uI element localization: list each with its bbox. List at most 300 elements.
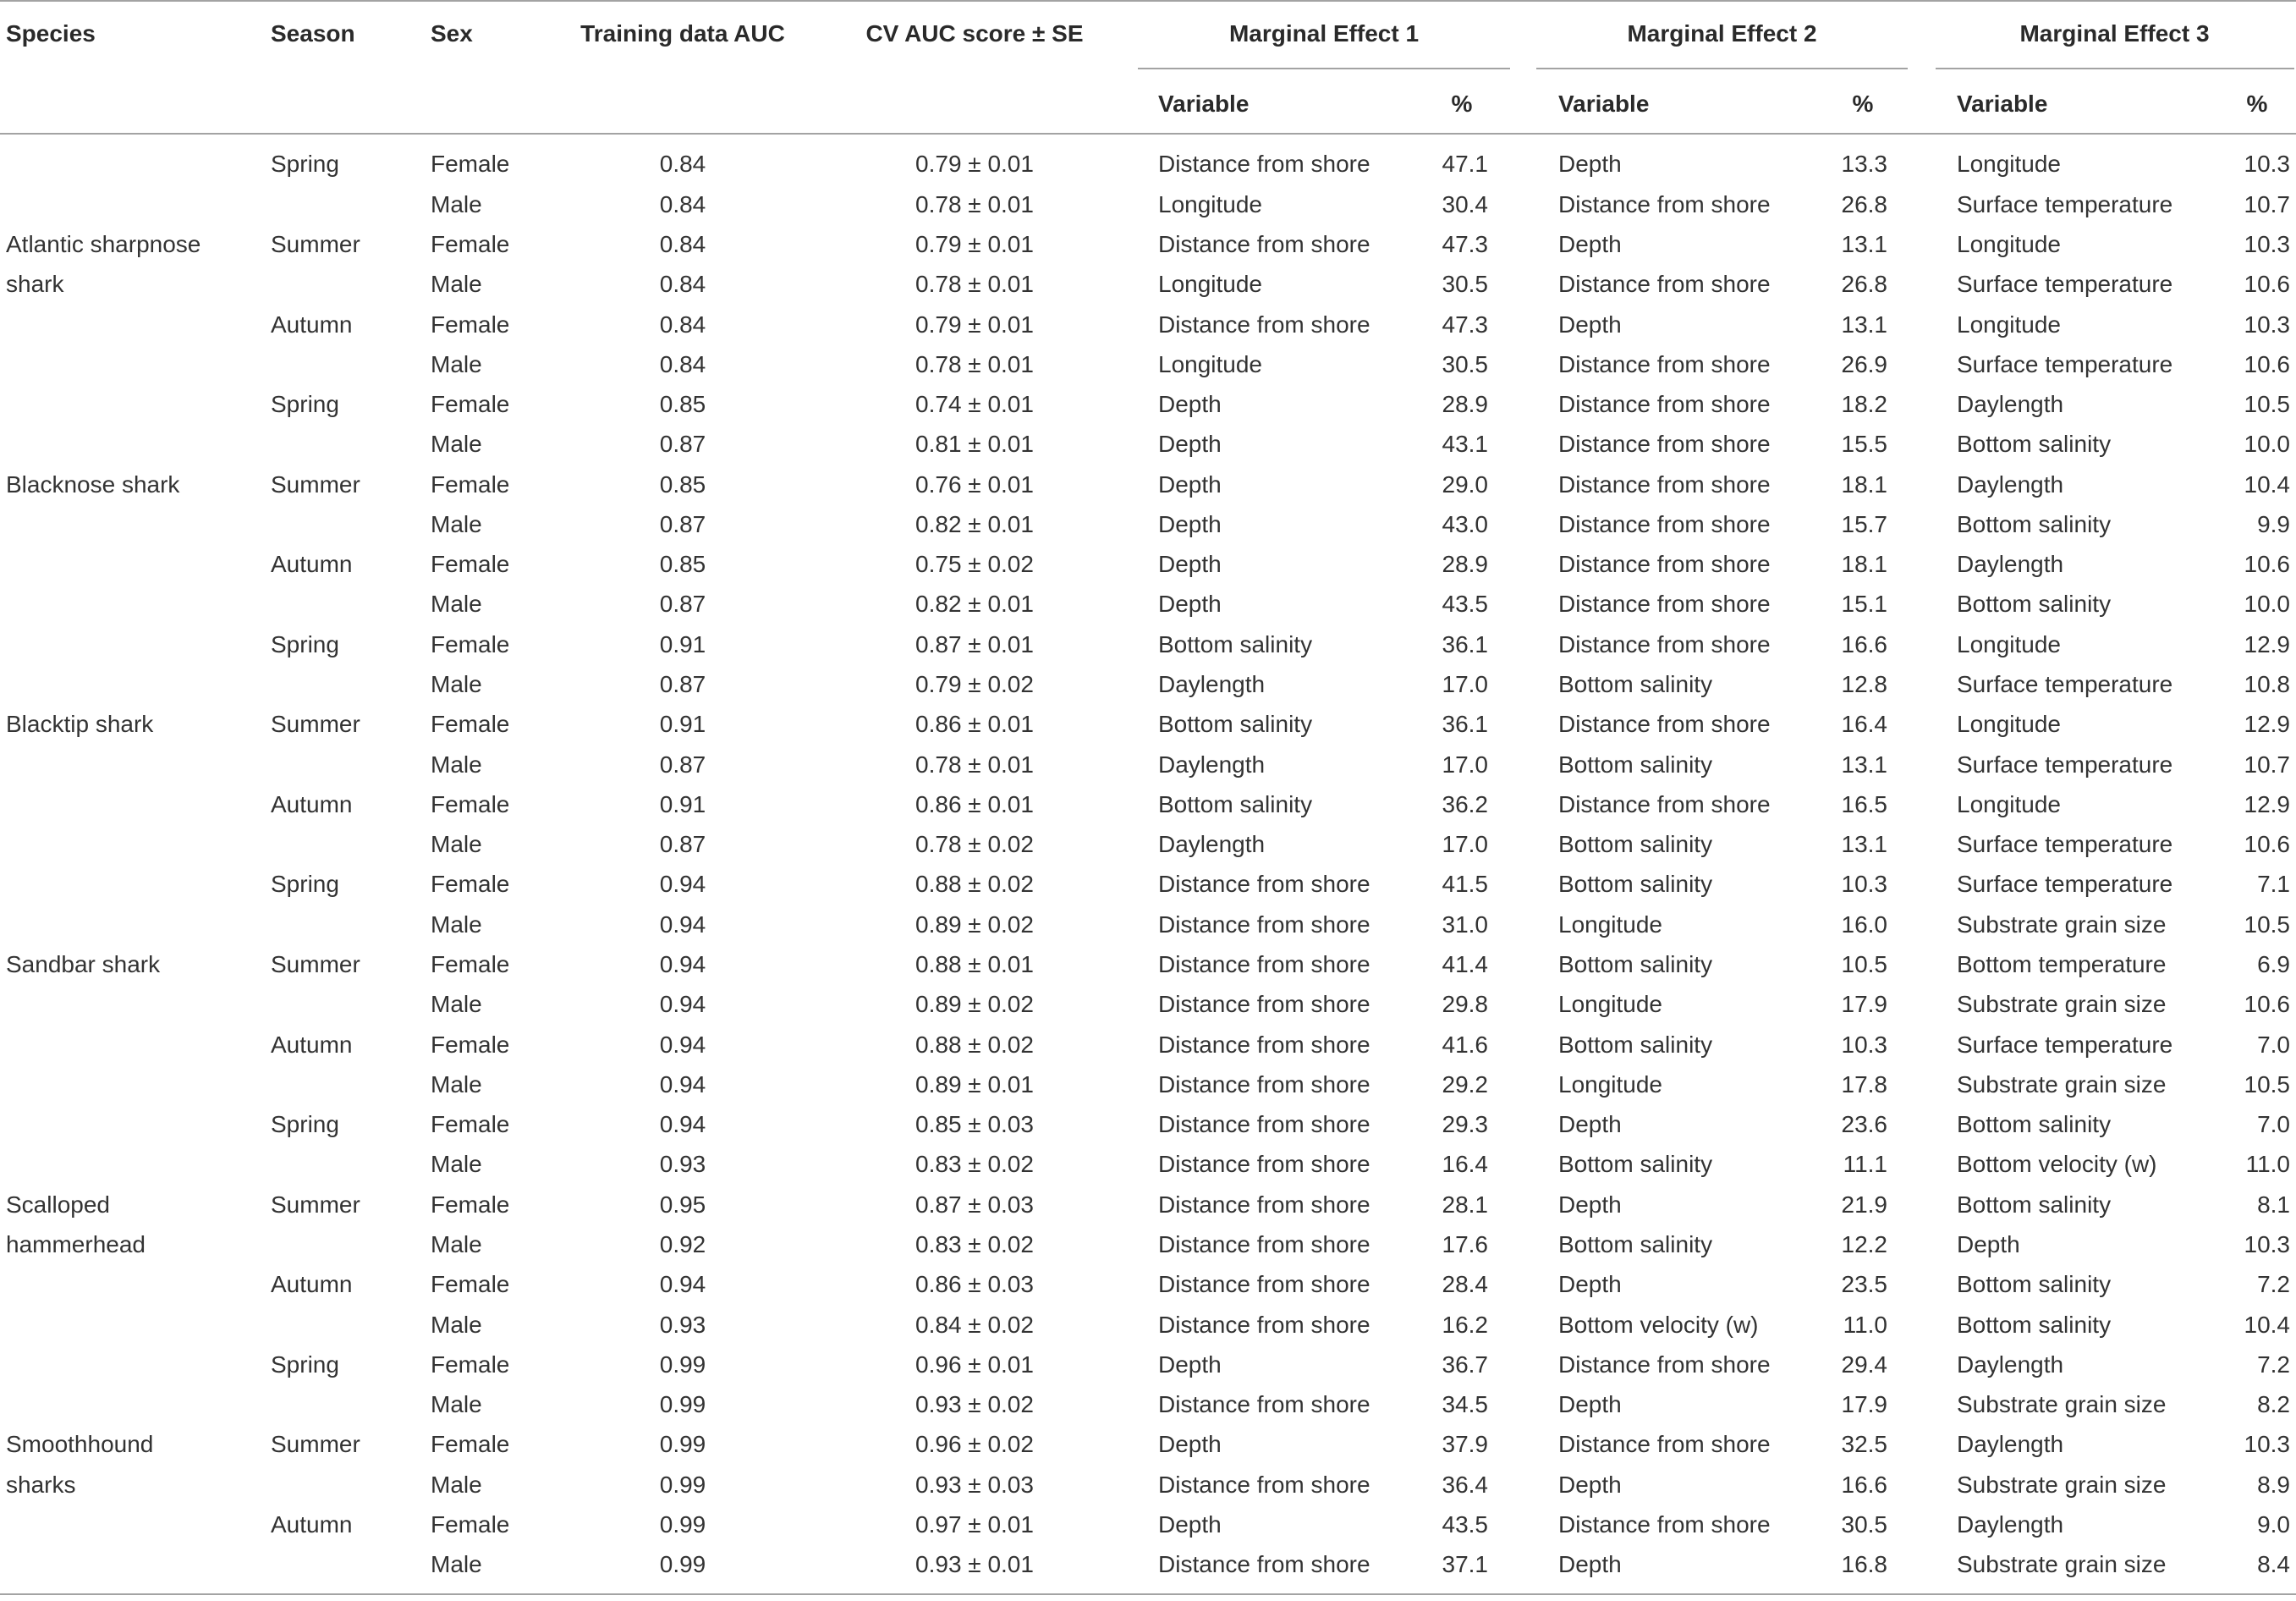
marginal-effect-1-variable: Depth: [1158, 431, 1222, 458]
marginal-effect-1-percent: 17.0: [1442, 831, 1488, 858]
marginal-effect-1-variable: Bottom salinity: [1158, 711, 1313, 738]
marginal-effect-3-variable: Longitude: [1957, 630, 2062, 657]
season-column-header: Season: [271, 20, 355, 47]
season-label: Spring: [271, 1111, 339, 1138]
species-name-line: shark: [6, 271, 64, 298]
marginal-effect-2-variable: Bottom salinity: [1558, 1031, 1713, 1058]
marginal-effect-3-variable: Surface temperature: [1957, 831, 2173, 858]
marginal-effect-1-percent: 30.5: [1442, 350, 1488, 377]
table-row: [0, 264, 2296, 304]
marginal-effect-2-percent: 15.7: [1841, 510, 1887, 537]
marginal-effect-3-percent: 10.6: [2244, 991, 2290, 1018]
table-top-rule: [0, 0, 2296, 2]
species-name-line: Blacktip shark: [6, 711, 154, 738]
marginal-effect-3-variable: Longitude: [1957, 151, 2062, 178]
cv-auc-cell: 0.78 ± 0.02: [915, 831, 1034, 858]
marginal-effect-1-header: Marginal Effect 1: [1228, 20, 1420, 47]
marginal-effect-3-variable: Bottom salinity: [1957, 1311, 2112, 1338]
marginal-effect-3-percent: 8.2: [2257, 1391, 2290, 1418]
marginal-effect-3-variable: Bottom salinity: [1957, 1271, 2112, 1298]
marginal-effect-2-percent: 13.1: [1841, 751, 1887, 778]
marginal-effect-2-variable: Longitude: [1558, 991, 1663, 1018]
training-auc-cell: 0.84: [659, 190, 706, 217]
sex-cell: Female: [431, 1431, 510, 1458]
marginal-effect-1-variable: Depth: [1158, 510, 1222, 537]
training-auc-cell: 0.94: [659, 1111, 706, 1138]
sex-cell: Female: [431, 1351, 510, 1378]
table-row: [0, 1224, 2296, 1264]
table-bottom-rule: [0, 1593, 2296, 1595]
marginal-effect-3-variable: Daylength: [1957, 1510, 2064, 1538]
marginal-effect-2-variable: Distance from shore: [1558, 431, 1771, 458]
marginal-effect-2-percent: 11.1: [1843, 1151, 1887, 1178]
table-row: [0, 905, 2296, 944]
season-label: Autumn: [271, 1271, 353, 1298]
marginal-effect-3-percent: 7.0: [2257, 1111, 2290, 1138]
marginal-effect-2-percent: 16.6: [1841, 1471, 1887, 1498]
species-group: [0, 1104, 2296, 1345]
marginal-effect-1-variable: Longitude: [1158, 190, 1263, 217]
sex-cell: Male: [431, 911, 482, 938]
marginal-effect-3-variable: Daylength: [1957, 470, 2064, 498]
marginal-effect-3-variable: Substrate grain size: [1957, 911, 2167, 938]
marginal-effect-3-variable: Depth: [1957, 1230, 2020, 1257]
cv-auc-cell: 0.87 ± 0.03: [915, 1191, 1034, 1218]
training-auc-cell: 0.84: [659, 311, 706, 338]
marginal-effect-3-percent: 10.5: [2244, 911, 2290, 938]
marginal-effect-2-percent: 12.2: [1841, 1230, 1887, 1257]
marginal-effect-3-variable: Surface temperature: [1957, 1031, 2173, 1058]
marginal-effect-2-variable: Longitude: [1558, 911, 1663, 938]
cv-auc-cell: 0.89 ± 0.01: [915, 1070, 1034, 1098]
marginal-effect-3-percent: 10.4: [2244, 1311, 2290, 1338]
table-row: [0, 745, 2296, 784]
season-label: Summer: [271, 230, 360, 257]
marginal-effect-1-percent: 37.9: [1442, 1431, 1488, 1458]
table-row: [0, 184, 2296, 224]
training-auc-cell: 0.84: [659, 230, 706, 257]
table-row: [0, 864, 2296, 904]
cv-auc-cell: 0.88 ± 0.02: [915, 1031, 1034, 1058]
marginal-effect-3-percent: 7.2: [2257, 1271, 2290, 1298]
marginal-effect-2-percent: 13.1: [1841, 311, 1887, 338]
marginal-effect-1-percent: 16.4: [1442, 1151, 1488, 1178]
marginal-effect-3-percent: 12.9: [2244, 790, 2290, 817]
marginal-effect-1-percent: 41.5: [1442, 871, 1488, 898]
training-auc-cell: 0.99: [659, 1471, 706, 1498]
marginal-effect-3-percent: 6.9: [2257, 951, 2290, 978]
marginal-effect-1-variable: Daylength: [1158, 751, 1266, 778]
marginal-effect-1-variable: Depth: [1158, 470, 1222, 498]
marginal-effect-3-percent: 8.4: [2257, 1551, 2290, 1578]
training-auc-cell: 0.84: [659, 350, 706, 377]
marginal-effect-2-percent: 17.8: [1841, 1070, 1887, 1098]
marginal-effect-2-percent: 23.6: [1841, 1111, 1887, 1138]
season-label: Summer: [271, 1431, 360, 1458]
cv-auc-cell: 0.82 ± 0.01: [915, 510, 1034, 537]
table-row: [0, 384, 2296, 424]
marginal-effect-1-percent: 36.2: [1442, 790, 1488, 817]
table-row: [0, 704, 2296, 744]
marginal-effect-3-variable: Longitude: [1957, 790, 2062, 817]
marginal-effect-2-variable: Distance from shore: [1558, 1431, 1771, 1458]
marginal-effect-2-percent: 26.8: [1841, 271, 1887, 298]
marginal-effect-3-percent: 10.6: [2244, 831, 2290, 858]
marginal-effect-1-variable-header: Variable: [1158, 91, 1250, 117]
marginal-effect-2-percent: 16.0: [1841, 911, 1887, 938]
marginal-effect-2-percent: 10.5: [1841, 951, 1887, 978]
training-auc-cell: 0.91: [659, 790, 706, 817]
marginal-effect-2-variable: Depth: [1558, 1551, 1622, 1578]
marginal-effect-1-variable: Distance from shore: [1158, 1391, 1370, 1418]
training-auc-cell: 0.85: [659, 391, 706, 418]
marginal-effect-3-percent: 10.8: [2244, 671, 2290, 698]
marginal-effect-1-percent: 41.6: [1442, 1031, 1488, 1058]
marginal-effect-3-percent: 10.7: [2244, 751, 2290, 778]
marginal-effect-3-variable: Substrate grain size: [1957, 991, 2167, 1018]
marginal-effect-2-percent: 15.5: [1841, 431, 1887, 458]
species-group: [0, 384, 2296, 624]
marginal-effect-3-variable: Daylength: [1957, 1431, 2064, 1458]
table-row: [0, 1465, 2296, 1505]
marginal-effect-3-variable: Longitude: [1957, 230, 2062, 257]
season-label: Spring: [271, 151, 339, 178]
season-label: Spring: [271, 391, 339, 418]
marginal-effect-1-variable: Distance from shore: [1158, 1111, 1370, 1138]
sex-cell: Female: [431, 311, 510, 338]
marginal-effect-3-rule: [1936, 68, 2294, 69]
cv-auc-cell: 0.79 ± 0.02: [915, 671, 1034, 698]
marginal-effect-1-variable: Distance from shore: [1158, 1271, 1370, 1298]
marginal-effect-1-percent: 36.4: [1442, 1471, 1488, 1498]
marginal-effect-1-variable: Distance from shore: [1158, 991, 1370, 1018]
species-name-line: hammerhead: [6, 1230, 146, 1257]
training-auc-cell: 0.94: [659, 871, 706, 898]
marginal-effect-3-percent: 10.3: [2244, 151, 2290, 178]
marginal-effect-3-percent-header: %: [2246, 91, 2268, 117]
table-row: [0, 1505, 2296, 1544]
marginal-effect-3-percent: 10.0: [2244, 591, 2290, 618]
table-row: [0, 144, 2296, 184]
sex-cell: Female: [431, 871, 510, 898]
training-auc-cell: 0.91: [659, 711, 706, 738]
species-label: [6, 944, 268, 984]
marginal-effect-2-variable: Distance from shore: [1558, 470, 1771, 498]
marginal-effect-1-percent: 17.0: [1442, 671, 1488, 698]
season-label: Spring: [271, 630, 339, 657]
cv-auc-cell: 0.78 ± 0.01: [915, 271, 1034, 298]
marginal-effect-2-percent: 10.3: [1841, 871, 1887, 898]
marginal-effect-2-variable: Depth: [1558, 1191, 1622, 1218]
table-row: [0, 1305, 2296, 1345]
cv-auc-cell: 0.82 ± 0.01: [915, 591, 1034, 618]
marginal-effect-1-variable: Depth: [1158, 1431, 1222, 1458]
training-auc-cell: 0.94: [659, 911, 706, 938]
training-auc-cell: 0.99: [659, 1431, 706, 1458]
marginal-effect-2-header: Marginal Effect 2: [1627, 20, 1817, 47]
marginal-effect-1-percent: 28.9: [1442, 551, 1488, 578]
marginal-effect-2-percent: 16.4: [1841, 711, 1887, 738]
marginal-effect-1-percent: 36.1: [1442, 711, 1488, 738]
marginal-effect-2-percent: 16.8: [1841, 1551, 1887, 1578]
season-label: Summer: [271, 1191, 360, 1218]
marginal-effect-2-variable: Distance from shore: [1558, 591, 1771, 618]
cv-auc-cell: 0.96 ± 0.01: [915, 1351, 1034, 1378]
marginal-effect-2-variable: Depth: [1558, 230, 1622, 257]
cv-auc-cell: 0.93 ± 0.02: [915, 1391, 1034, 1418]
cv-auc-cell: 0.83 ± 0.02: [915, 1230, 1034, 1257]
marginal-effect-1-variable: Distance from shore: [1158, 1151, 1370, 1178]
marginal-effect-3-variable: Bottom temperature: [1957, 951, 2167, 978]
cv-auc-cell: 0.78 ± 0.01: [915, 350, 1034, 377]
marginal-effect-2-variable: Distance from shore: [1558, 1351, 1771, 1378]
table-row: [0, 544, 2296, 584]
training-auc-cell: 0.94: [659, 951, 706, 978]
marginal-effect-2-variable: Distance from shore: [1558, 190, 1771, 217]
sex-cell: Male: [431, 1230, 482, 1257]
marginal-effect-2-variable: Depth: [1558, 1111, 1622, 1138]
marginal-effect-3-percent: 8.9: [2257, 1471, 2290, 1498]
season-label: Autumn: [271, 1031, 353, 1058]
species-name-line: Smoothhound: [6, 1431, 154, 1458]
sex-cell: Female: [431, 1031, 510, 1058]
marginal-effect-1-variable: Depth: [1158, 1351, 1222, 1378]
marginal-effect-3-percent: 10.3: [2244, 1431, 2290, 1458]
marginal-effect-1-percent: 29.8: [1442, 991, 1488, 1018]
marginal-effect-2-variable: Bottom salinity: [1558, 1230, 1713, 1257]
cv-auc-cell: 0.78 ± 0.01: [915, 751, 1034, 778]
training-auc-cell: 0.87: [659, 831, 706, 858]
marginal-effect-3-variable: Substrate grain size: [1957, 1471, 2167, 1498]
marginal-effect-2-variable-header: Variable: [1558, 91, 1650, 117]
table-row: [0, 984, 2296, 1024]
table-row: [0, 584, 2296, 624]
sex-cell: Male: [431, 271, 482, 298]
marginal-effect-3-variable: Surface temperature: [1957, 671, 2173, 698]
season-label: Autumn: [271, 551, 353, 578]
cv-auc-cell: 0.83 ± 0.02: [915, 1151, 1034, 1178]
table-row: [0, 305, 2296, 344]
marginal-effect-2-percent: 12.8: [1841, 671, 1887, 698]
marginal-effect-3-percent: 12.9: [2244, 711, 2290, 738]
training-auc-cell: 0.99: [659, 1510, 706, 1538]
marginal-effect-2-variable: Distance from shore: [1558, 630, 1771, 657]
table-row: [0, 824, 2296, 864]
marginal-effect-1-variable: Longitude: [1158, 271, 1263, 298]
marginal-effect-2-variable: Distance from shore: [1558, 271, 1771, 298]
cv-auc-cell: 0.88 ± 0.01: [915, 951, 1034, 978]
table-row: [0, 465, 2296, 504]
marginal-effect-2-percent-header: %: [1852, 91, 1874, 117]
training-auc-cell: 0.93: [659, 1311, 706, 1338]
sex-cell: Male: [431, 591, 482, 618]
cv-auc-cell: 0.79 ± 0.01: [915, 311, 1034, 338]
table-body: [0, 144, 2296, 1584]
species-group: [0, 144, 2296, 384]
marginal-effect-2-percent: 23.5: [1841, 1271, 1887, 1298]
marginal-effect-3-percent: 10.3: [2244, 230, 2290, 257]
marginal-effect-1-percent: 37.1: [1442, 1551, 1488, 1578]
marginal-effect-3-variable: Bottom salinity: [1957, 510, 2112, 537]
marginal-effect-1-variable: Distance from shore: [1158, 1311, 1370, 1338]
marginal-effect-3-variable: Surface temperature: [1957, 871, 2173, 898]
species-name-line: Sandbar shark: [6, 951, 161, 978]
marginal-effect-3-variable: Substrate grain size: [1957, 1551, 2167, 1578]
marginal-effect-3-variable-header: Variable: [1957, 91, 2048, 117]
marginal-effect-3-percent: 7.0: [2257, 1031, 2290, 1058]
marginal-effect-1-rule: [1138, 68, 1510, 69]
marginal-effect-3-percent: 7.1: [2257, 871, 2290, 898]
marginal-effect-2-percent: 32.5: [1841, 1431, 1887, 1458]
marginal-effect-3-percent: 10.3: [2244, 1230, 2290, 1257]
sex-cell: Female: [431, 1191, 510, 1218]
marginal-effect-3-percent: 9.0: [2257, 1510, 2290, 1538]
season-label: Spring: [271, 1351, 339, 1378]
marginal-effect-3-variable: Surface temperature: [1957, 190, 2173, 217]
cv-auc-cell: 0.88 ± 0.02: [915, 871, 1034, 898]
training-auc-cell: 0.87: [659, 510, 706, 537]
sex-cell: Male: [431, 751, 482, 778]
marginal-effect-1-percent: 47.1: [1442, 151, 1488, 178]
sex-cell: Female: [431, 1510, 510, 1538]
training-auc-cell: 0.84: [659, 151, 706, 178]
marginal-effect-3-variable: Bottom salinity: [1957, 1191, 2112, 1218]
marginal-effect-2-percent: 13.1: [1841, 230, 1887, 257]
cv-auc-cell: 0.74 ± 0.01: [915, 391, 1034, 418]
table-row: [0, 424, 2296, 464]
cv-auc-cell: 0.79 ± 0.01: [915, 151, 1034, 178]
sex-cell: Male: [431, 831, 482, 858]
marginal-effect-2-variable: Bottom salinity: [1558, 831, 1713, 858]
marginal-effect-2-percent: 30.5: [1841, 1510, 1887, 1538]
marginal-effect-1-percent: 31.0: [1442, 911, 1488, 938]
sex-cell: Female: [431, 790, 510, 817]
marginal-effect-2-variable: Bottom salinity: [1558, 1151, 1713, 1178]
marginal-effect-2-variable: Bottom velocity (w): [1558, 1311, 1759, 1338]
marginal-effect-1-percent: 47.3: [1442, 230, 1488, 257]
table-row: [0, 784, 2296, 824]
marginal-effect-3-variable: Longitude: [1957, 711, 2062, 738]
marginal-effect-2-variable: Bottom salinity: [1558, 751, 1713, 778]
sex-cell: Male: [431, 431, 482, 458]
marginal-effect-1-percent: 36.7: [1442, 1351, 1488, 1378]
marginal-effect-1-percent-header: %: [1451, 91, 1473, 117]
marginal-effect-1-percent: 28.4: [1442, 1271, 1488, 1298]
marginal-effect-1-variable: Bottom salinity: [1158, 630, 1313, 657]
marginal-effect-3-variable: Daylength: [1957, 391, 2064, 418]
cv-auc-cell: 0.78 ± 0.01: [915, 190, 1034, 217]
sex-cell: Male: [431, 1391, 482, 1418]
cv-auc-cell: 0.87 ± 0.01: [915, 630, 1034, 657]
marginal-effect-1-variable: Distance from shore: [1158, 311, 1370, 338]
cv-auc-cell: 0.79 ± 0.01: [915, 230, 1034, 257]
marginal-effect-1-percent: 29.2: [1442, 1070, 1488, 1098]
cv-auc-cell: 0.96 ± 0.02: [915, 1431, 1034, 1458]
training-auc-cell: 0.87: [659, 751, 706, 778]
marginal-effect-2-variable: Longitude: [1558, 1070, 1663, 1098]
marginal-effect-1-variable: Daylength: [1158, 671, 1266, 698]
species-label: [6, 704, 268, 744]
sex-cell: Female: [431, 391, 510, 418]
marginal-effect-2-variable: Distance from shore: [1558, 510, 1771, 537]
cv-auc-cell: 0.93 ± 0.03: [915, 1471, 1034, 1498]
training-auc-cell: 0.94: [659, 1271, 706, 1298]
marginal-effect-3-variable: Substrate grain size: [1957, 1391, 2167, 1418]
marginal-effect-2-variable: Bottom salinity: [1558, 951, 1713, 978]
training-auc-cell: 0.87: [659, 591, 706, 618]
marginal-effect-3-variable: Bottom velocity (w): [1957, 1151, 2157, 1178]
marginal-effect-2-percent: 16.5: [1841, 790, 1887, 817]
sex-cell: Male: [431, 190, 482, 217]
sex-cell: Male: [431, 1311, 482, 1338]
cv-auc-cell: 0.89 ± 0.02: [915, 991, 1034, 1018]
cv-auc-cell: 0.86 ± 0.03: [915, 1271, 1034, 1298]
sex-cell: Female: [431, 951, 510, 978]
training-auc-cell: 0.94: [659, 1070, 706, 1098]
training-auc-cell: 0.99: [659, 1391, 706, 1418]
species-group: [0, 1345, 2296, 1585]
marginal-effect-3-variable: Daylength: [1957, 551, 2064, 578]
marginal-effect-2-percent: 26.9: [1841, 350, 1887, 377]
table-row: [0, 1264, 2296, 1304]
sex-cell: Female: [431, 711, 510, 738]
training-auc-cell: 0.94: [659, 991, 706, 1018]
marginal-effect-1-variable: Depth: [1158, 551, 1222, 578]
marginal-effect-2-variable: Depth: [1558, 311, 1622, 338]
marginal-effect-3-percent: 10.6: [2244, 271, 2290, 298]
sex-cell: Female: [431, 630, 510, 657]
sex-cell: Female: [431, 1271, 510, 1298]
marginal-effect-1-variable: Distance from shore: [1158, 1471, 1370, 1498]
marginal-effect-3-percent: 12.9: [2244, 630, 2290, 657]
marginal-effect-1-variable: Depth: [1158, 391, 1222, 418]
marginal-effect-3-percent: 10.6: [2244, 350, 2290, 377]
marginal-effect-2-percent: 21.9: [1841, 1191, 1887, 1218]
training-auc-cell: 0.94: [659, 1031, 706, 1058]
species-name-line: sharks: [6, 1471, 76, 1498]
season-label: Autumn: [271, 311, 353, 338]
marginal-effect-2-percent: 16.6: [1841, 630, 1887, 657]
marginal-effect-1-percent: 47.3: [1442, 311, 1488, 338]
species-column-header: Species: [6, 20, 96, 47]
marginal-effect-1-percent: 30.4: [1442, 190, 1488, 217]
marginal-effect-2-variable: Depth: [1558, 1271, 1622, 1298]
cv-auc-cell: 0.75 ± 0.02: [915, 551, 1034, 578]
species-name-line: Scalloped: [6, 1191, 110, 1218]
marginal-effect-1-variable: Distance from shore: [1158, 951, 1370, 978]
marginal-effect-1-percent: 43.0: [1442, 510, 1488, 537]
marginal-effect-1-percent: 30.5: [1442, 271, 1488, 298]
cv-auc-cell: 0.97 ± 0.01: [915, 1510, 1034, 1538]
marginal-effect-1-percent: 16.2: [1442, 1311, 1488, 1338]
marginal-effect-3-percent: 8.1: [2257, 1191, 2290, 1218]
marginal-effect-2-variable: Distance from shore: [1558, 790, 1771, 817]
marginal-effect-2-percent: 11.0: [1843, 1311, 1887, 1338]
marginal-effect-2-percent: 17.9: [1841, 991, 1887, 1018]
marginal-effect-3-percent: 10.3: [2244, 311, 2290, 338]
marginal-effect-3-percent: 10.5: [2244, 391, 2290, 418]
table-row: [0, 1144, 2296, 1184]
cv-auc-cell: 0.85 ± 0.03: [915, 1111, 1034, 1138]
season-label: Autumn: [271, 790, 353, 817]
marginal-effect-2-variable: Bottom salinity: [1558, 671, 1713, 698]
marginal-effect-3-variable: Bottom salinity: [1957, 1111, 2112, 1138]
cv-auc-cell: 0.84 ± 0.02: [915, 1311, 1034, 1338]
table-row: [0, 1384, 2296, 1424]
marginal-effect-3-variable: Surface temperature: [1957, 350, 2173, 377]
marginal-effect-1-percent: 34.5: [1442, 1391, 1488, 1418]
marginal-effect-2-percent: 18.1: [1841, 470, 1887, 498]
